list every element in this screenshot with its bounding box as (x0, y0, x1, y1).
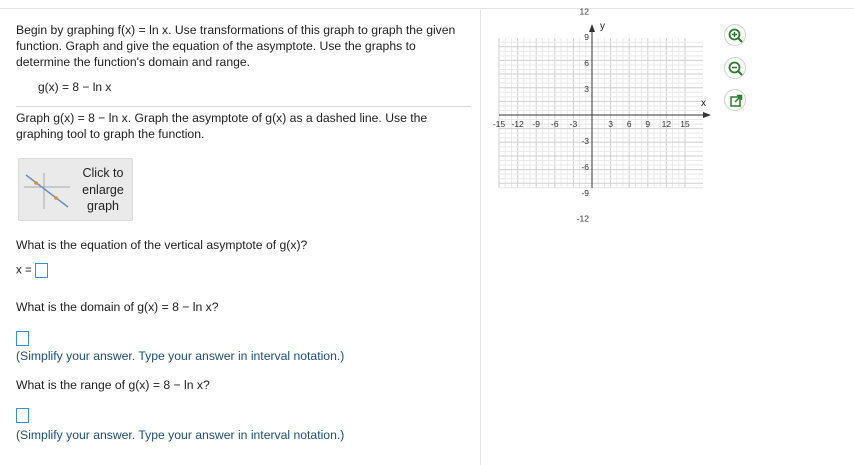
zoom-in-button[interactable] (724, 24, 746, 46)
question-domain: What is the domain of g(x) = 8 − ln x? (16, 300, 219, 314)
x-axis-arrow (703, 112, 711, 118)
graph-grid (499, 38, 703, 188)
y-tick-label: -12 (576, 213, 589, 224)
range-hint: (Simplify your answer. Type your answer in interval notation.) (16, 428, 345, 442)
panel-divider (480, 10, 481, 465)
zoom-out-icon (725, 58, 747, 80)
range-answer-input[interactable] (16, 408, 29, 423)
y-tick-label: 6 (584, 58, 589, 69)
x-tick-label: -9 (532, 119, 540, 129)
graph-thumbnail-icon (24, 173, 70, 209)
x-tick-label: 15 (680, 119, 690, 129)
domain-hint: (Simplify your answer. Type your answer in interval notation.) (16, 349, 345, 363)
y-axis-arrow (589, 24, 595, 32)
zoom-out-button[interactable] (724, 57, 746, 79)
x-tick-label: -12 (511, 119, 524, 129)
enlarge-graph-label: Click to enlarge graph (82, 166, 124, 213)
problem-intro: Begin by graphing f(x) = ln x. Use transformations of this graph to graph the given function. Graph and give the equation of the asymptote. Use the graphs to determine the function's domain and range. (16, 23, 456, 69)
y-tick-label: -3 (581, 135, 589, 146)
x-tick-label: 3 (608, 119, 613, 129)
section-divider (16, 106, 471, 107)
y-tick-label: 9 (584, 32, 589, 43)
function-definition: g(x) = 8 − ln x (38, 80, 112, 94)
popout-icon (725, 90, 747, 112)
x-tick-label: -3 (569, 119, 578, 129)
y-tick-label: -9 (581, 187, 589, 198)
y-tick-label: 12 (579, 6, 589, 17)
asymptote-answer-input[interactable] (35, 263, 48, 278)
domain-answer-input[interactable] (16, 331, 29, 346)
asymptote-prefix: x = (16, 264, 32, 277)
enlarge-graph-button[interactable] (18, 158, 133, 221)
question-asymptote: What is the equation of the vertical asymptote of g(x)? (16, 238, 308, 252)
y-axis-label: y (600, 21, 605, 32)
top-divider (0, 8, 854, 9)
y-tick-label: 3 (584, 84, 589, 95)
asymptote-answer-row (16, 263, 48, 278)
zoom-in-icon (725, 25, 747, 47)
x-tick-label: 9 (645, 119, 651, 129)
coordinate-graph[interactable] (484, 6, 714, 224)
graph-instruction: Graph g(x) = 8 − ln x. Graph the asymptote of g(x) as a dashed line. Use the graphing tool to graph the function. (16, 111, 428, 141)
x-axis-label: x (701, 98, 706, 109)
question-range: What is the range of g(x) = 8 − ln x? (16, 378, 210, 392)
x-tick-label: -15 (492, 119, 506, 129)
x-tick-label: -6 (551, 119, 559, 129)
y-tick-label: -6 (581, 161, 589, 172)
x-tick-label: 12 (661, 119, 672, 129)
popout-button[interactable] (724, 89, 746, 111)
x-tick-label: 6 (626, 119, 632, 129)
